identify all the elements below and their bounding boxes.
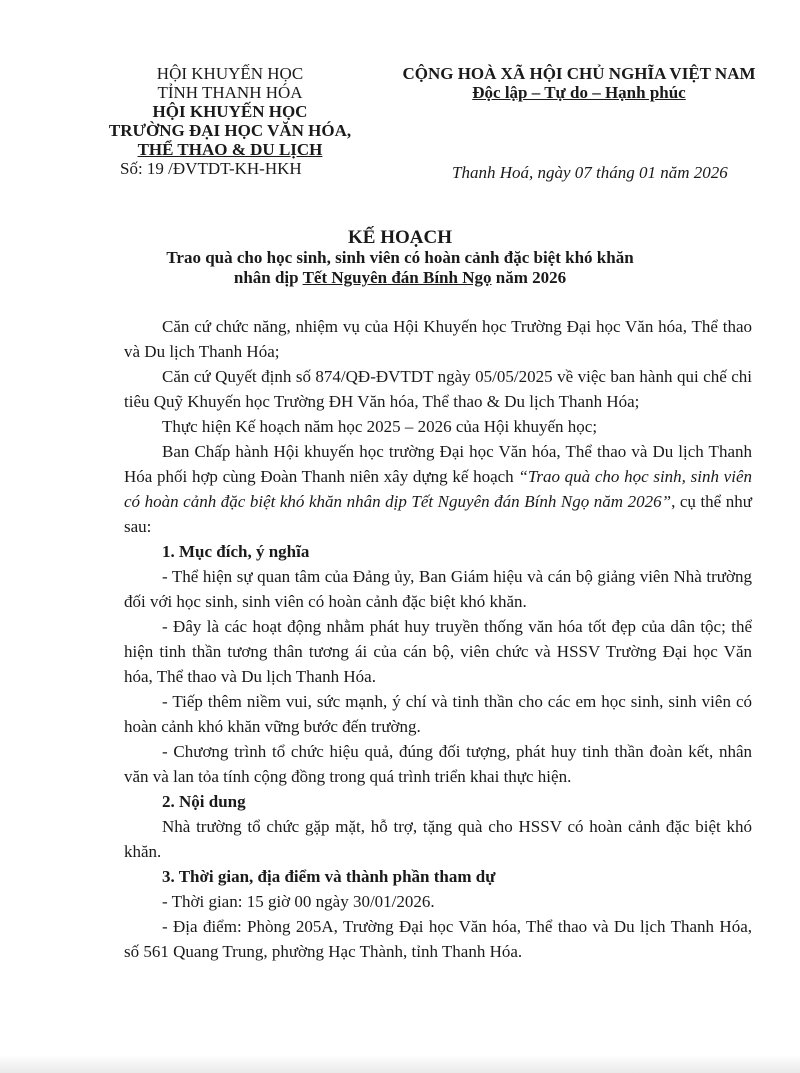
national-header (388, 64, 770, 102)
section-2-heading: 2. Nội dung (162, 792, 246, 811)
section-1-bullet-4: - Chương trình tổ chức hiệu quả, đúng đối tượng, phát huy tinh thần đoàn kết, nhân văn và lan tỏa tính cộng đồng trong quá trình triển khai thực hiện. (124, 742, 752, 786)
place-date-line: Thanh Hoá, ngày 07 tháng 01 năm 2026 (452, 163, 728, 182)
section-2-paragraph: Nhà trường tổ chức gặp mặt, hỗ trợ, tặng quà cho HSSV có hoàn cảnh đặc biệt khó khăn. (124, 817, 752, 861)
page-bottom-edge (0, 1055, 800, 1073)
org-line-2: TỈNH THANH HÓA (157, 83, 303, 102)
subtitle-2-underlined: Tết Nguyên đán Bính Ngọ (302, 268, 492, 287)
document-title (80, 228, 720, 288)
title-subtitle-1: Trao quà cho học sinh, sinh viên có hoàn cảnh đặc biệt khó khăn (166, 248, 634, 267)
org-line-4: TRƯỜNG ĐẠI HỌC VĂN HÓA, (108, 121, 352, 140)
paragraph-basis-1: Căn cứ chức năng, nhiệm vụ của Hội Khuyến học Trường Đại học Văn hóa, Thể thao và Du lịch Thanh Hóa; (124, 317, 752, 361)
section-1-heading: 1. Mục đích, ý nghĩa (162, 542, 310, 561)
national-motto: Độc lập – Tự do – Hạnh phúc (472, 83, 686, 102)
paragraph-intro (124, 439, 752, 539)
issuing-organization-header (80, 64, 380, 178)
intro-plan-name: “Trao quà cho học sinh, sinh viên có hoàn cảnh đặc biệt khó khăn nhân dịp Tết Nguyên đán Bính Ngọ năm 2026” (124, 467, 752, 511)
org-line-1: HỘI KHUYẾN HỌC (156, 64, 304, 83)
subtitle-2-prefix: nhân dịp (233, 268, 303, 287)
section-1-bullet-2: - Đây là các hoạt động nhằm phát huy truyền thống văn hóa tốt đẹp của dân tộc; thể hiện tinh thần tương thân tương ái của cán bộ, viên chức và HSSV Trường Đại học Văn hóa, Thể thao và Du lịch Thanh Hóa. (124, 617, 752, 686)
intro-text: Ban Chấp hành Hội khuyến học trường Đại học Văn hóa, Thể thao và Du lịch Thanh Hóa phối hợp cùng Đoàn Thanh niên xây dựng kế hoạch (124, 442, 752, 486)
intro-tail: , cụ thể như sau: (124, 492, 752, 536)
section-3-place: - Địa điểm: Phòng 205A, Trường Đại học Văn hóa, Thể thao và Du lịch Thanh Hóa, số 561 Quang Trung, phường Hạc Thành, tỉnh Thanh Hóa. (124, 917, 752, 961)
subtitle-2-suffix: năm 2026 (491, 268, 567, 287)
document-number: Số: 19 /ĐVTDT-KH-HKH (120, 159, 302, 178)
org-line-3: HỘI KHUYẾN HỌC (152, 102, 308, 121)
title-subtitle-2 (80, 268, 720, 288)
paragraph-basis-2: Căn cứ Quyết định số 874/QĐ-ĐVTDT ngày 05/05/2025 về việc ban hành qui chế chi tiêu Quỹ Khuyến học Trường ĐH Văn hóa, Thể thao & Du lịch Thanh Hóa; (124, 367, 752, 411)
nation-title: CỘNG HOÀ XÃ HỘI CHỦ NGHĨA VIỆT NAM (402, 64, 756, 83)
org-line-5: THỂ THAO & DU LỊCH (137, 140, 323, 159)
paragraph-basis-3: Thực hiện Kế hoạch năm học 2025 – 2026 của Hội khuyến học; (162, 417, 598, 436)
section-1-bullet-1: - Thể hiện sự quan tâm của Đảng ủy, Ban Giám hiệu và cán bộ giảng viên Nhà trường đối với học sinh, sinh viên có hoàn cảnh đặc biệt khó khăn. (124, 567, 752, 611)
section-3-heading: 3. Thời gian, địa điểm và thành phần tham dự (162, 867, 496, 886)
section-1-bullet-3: - Tiếp thêm niềm vui, sức mạnh, ý chí và tinh thần cho các em học sinh, sinh viên có hoàn cảnh khó khăn vững bước đến trường. (124, 692, 752, 736)
document-body (124, 314, 752, 964)
section-3-time: - Thời gian: 15 giờ 00 ngày 30/01/2026. (162, 892, 435, 911)
title-main: KẾ HOẠCH (348, 227, 452, 248)
